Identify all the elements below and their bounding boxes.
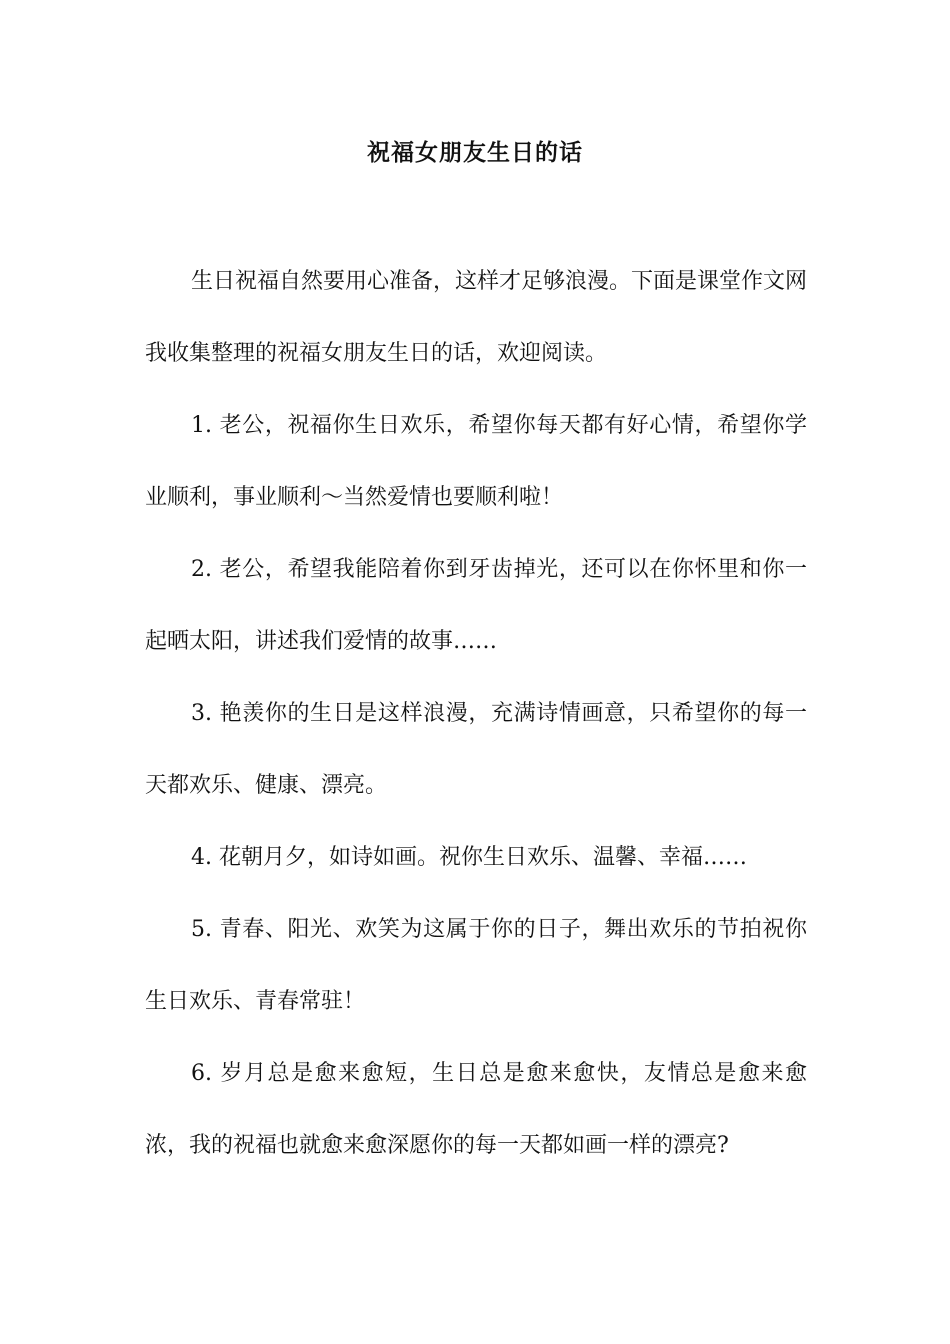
intro-paragraph: 生日祝福自然要用心准备，这样才足够浪漫。下面是课堂作文网我收集整理的祝福女朋友生日的话，欢迎阅读。: [145, 269, 808, 366]
wish-item-6: 6. 岁月总是愈来愈短，生日总是愈来愈快，友情总是愈来愈浓，我的祝福也就愈来愈深愿你的每一天都如画一样的漂亮?: [145, 1061, 807, 1158]
document-body: [145, 246, 807, 1182]
wish-item-2: 2. 老公，希望我能陪着你到牙齿掉光，还可以在你怀里和你一起晒太阳，讲述我们爱情的故事……: [145, 557, 807, 654]
document-title: 祝福女朋友生日的话: [367, 139, 583, 166]
wish-item-5: 5. 青春、阳光、欢笑为这属于你的日子，舞出欢乐的节拍祝你生日欢乐、青春常驻！: [145, 917, 807, 1014]
wish-item-4: 4. 花朝月夕，如诗如画。祝你生日欢乐、温馨、幸福……: [191, 845, 747, 870]
wish-item-1: 1. 老公，祝福你生日欢乐，希望你每天都有好心情，希望你学业顺利，事业顺利～当然爱情也要顺利啦！: [145, 413, 807, 510]
wish-item-3: 3. 艳羡你的生日是这样浪漫，充满诗情画意，只希望你的每一天都欢乐、健康、漂亮。: [145, 701, 807, 798]
